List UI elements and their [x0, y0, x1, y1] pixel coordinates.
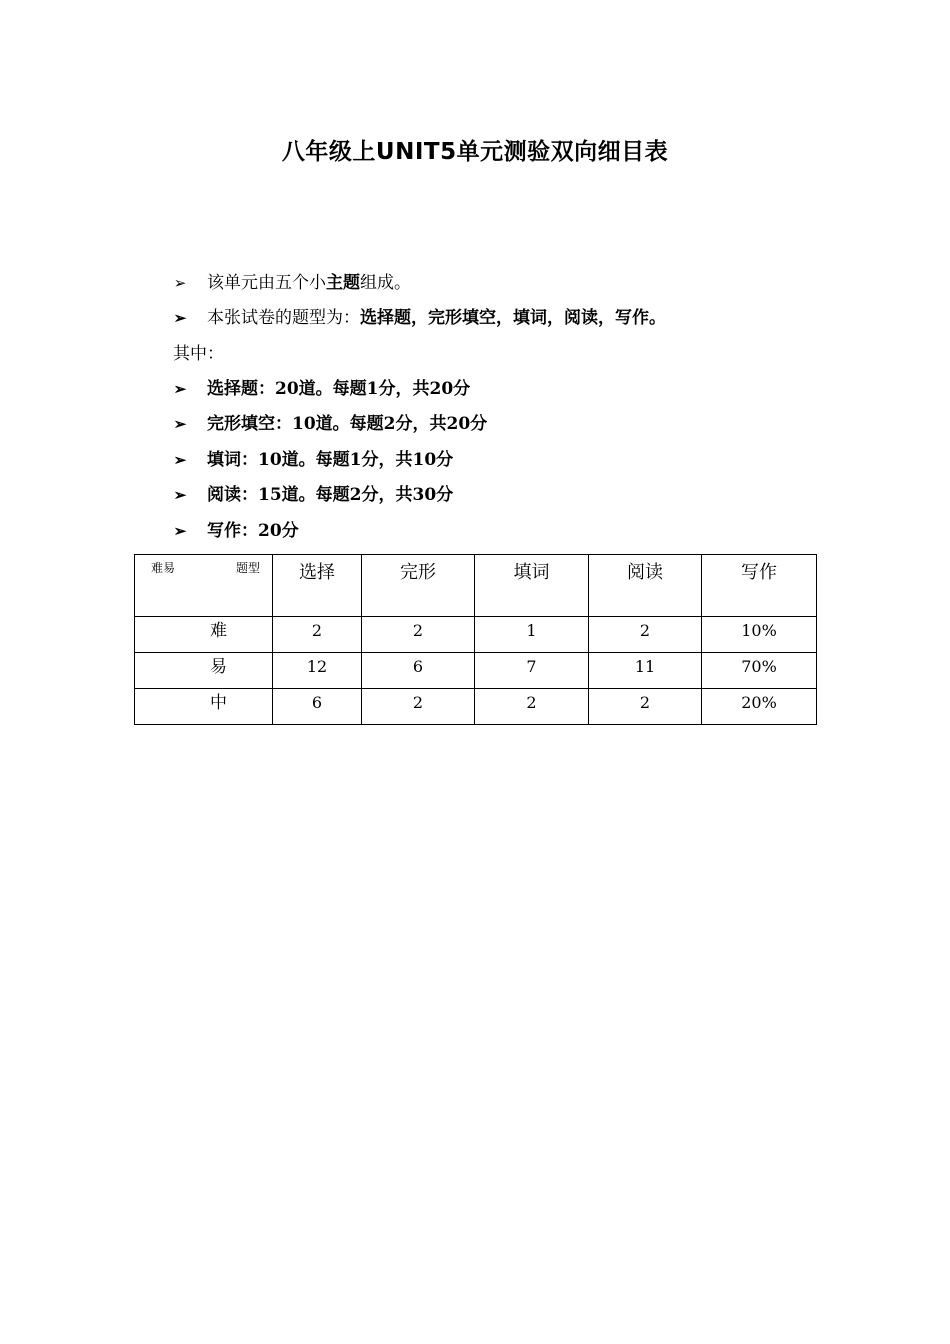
table-header-row: [135, 555, 817, 617]
item-cloze-text: 完形填空：10道。每题2分，共20分: [207, 414, 488, 434]
table-row: [135, 689, 817, 725]
arrow-bullet-icon: ➢: [173, 415, 187, 433]
table-cell: 20%: [702, 689, 817, 725]
table-cell: 6: [273, 689, 362, 725]
column-header: 写作: [702, 555, 817, 617]
corner-header-cell: [135, 555, 273, 617]
table-cell: 2: [589, 617, 702, 653]
question-types-text: [207, 306, 666, 330]
table-cell: 2: [475, 689, 589, 725]
arrow-bullet-icon: ➢: [173, 451, 187, 469]
row-label: 难: [135, 617, 273, 653]
table-cell: 2: [362, 617, 475, 653]
table-cell: 6: [362, 653, 475, 689]
question-type-axis-label: 题型: [235, 561, 260, 575]
arrow-bullet-icon: ➢: [173, 309, 187, 327]
table-cell: 70%: [702, 653, 817, 689]
table-row: [135, 617, 817, 653]
arrow-bullet-icon: ➢: [173, 274, 187, 292]
column-header: 选择: [273, 555, 362, 617]
row-label: 中: [135, 689, 273, 725]
table-cell: 12: [273, 653, 362, 689]
arrow-bullet-icon: ➢: [173, 380, 187, 398]
item-writing-text: 写作：20分: [207, 521, 299, 541]
item-fill-text: 填词：10道。每题1分，共10分: [207, 450, 454, 470]
item-choice-text: 选择题：20道。每题1分，共20分: [207, 379, 471, 399]
table-cell: 11: [589, 653, 702, 689]
column-header: 填词: [475, 555, 589, 617]
table-cell: 7: [475, 653, 589, 689]
table-cell: 2: [273, 617, 362, 653]
table-cell: 2: [362, 689, 475, 725]
question-types-label: 本张试卷的题型为：: [207, 308, 360, 328]
question-types-list: 选择题，完形填空，填词，阅读，写作。: [360, 308, 666, 328]
arrow-bullet-icon: ➢: [173, 522, 187, 540]
page-title: 八年级上UNIT5单元测验双向细目表: [281, 139, 669, 165]
item-reading-text: 阅读：15道。每题2分，共30分: [207, 485, 454, 505]
specification-table: [134, 554, 817, 725]
column-header: 阅读: [589, 555, 702, 617]
column-header: 完形: [362, 555, 475, 617]
row-label: 易: [135, 653, 273, 689]
among-text: 其中：: [173, 344, 224, 364]
table-cell: 2: [589, 689, 702, 725]
table-cell: 1: [475, 617, 589, 653]
difficulty-axis-label: 难易: [151, 561, 176, 575]
intro-text-end: 组成。: [360, 273, 411, 293]
table-cell: 10%: [702, 617, 817, 653]
intro-text-bold: 主题: [326, 273, 360, 293]
intro-text-part: 该单元由五个小: [207, 273, 326, 293]
table-row: [135, 653, 817, 689]
arrow-bullet-icon: ➢: [173, 486, 187, 504]
intro-text: [207, 271, 411, 295]
